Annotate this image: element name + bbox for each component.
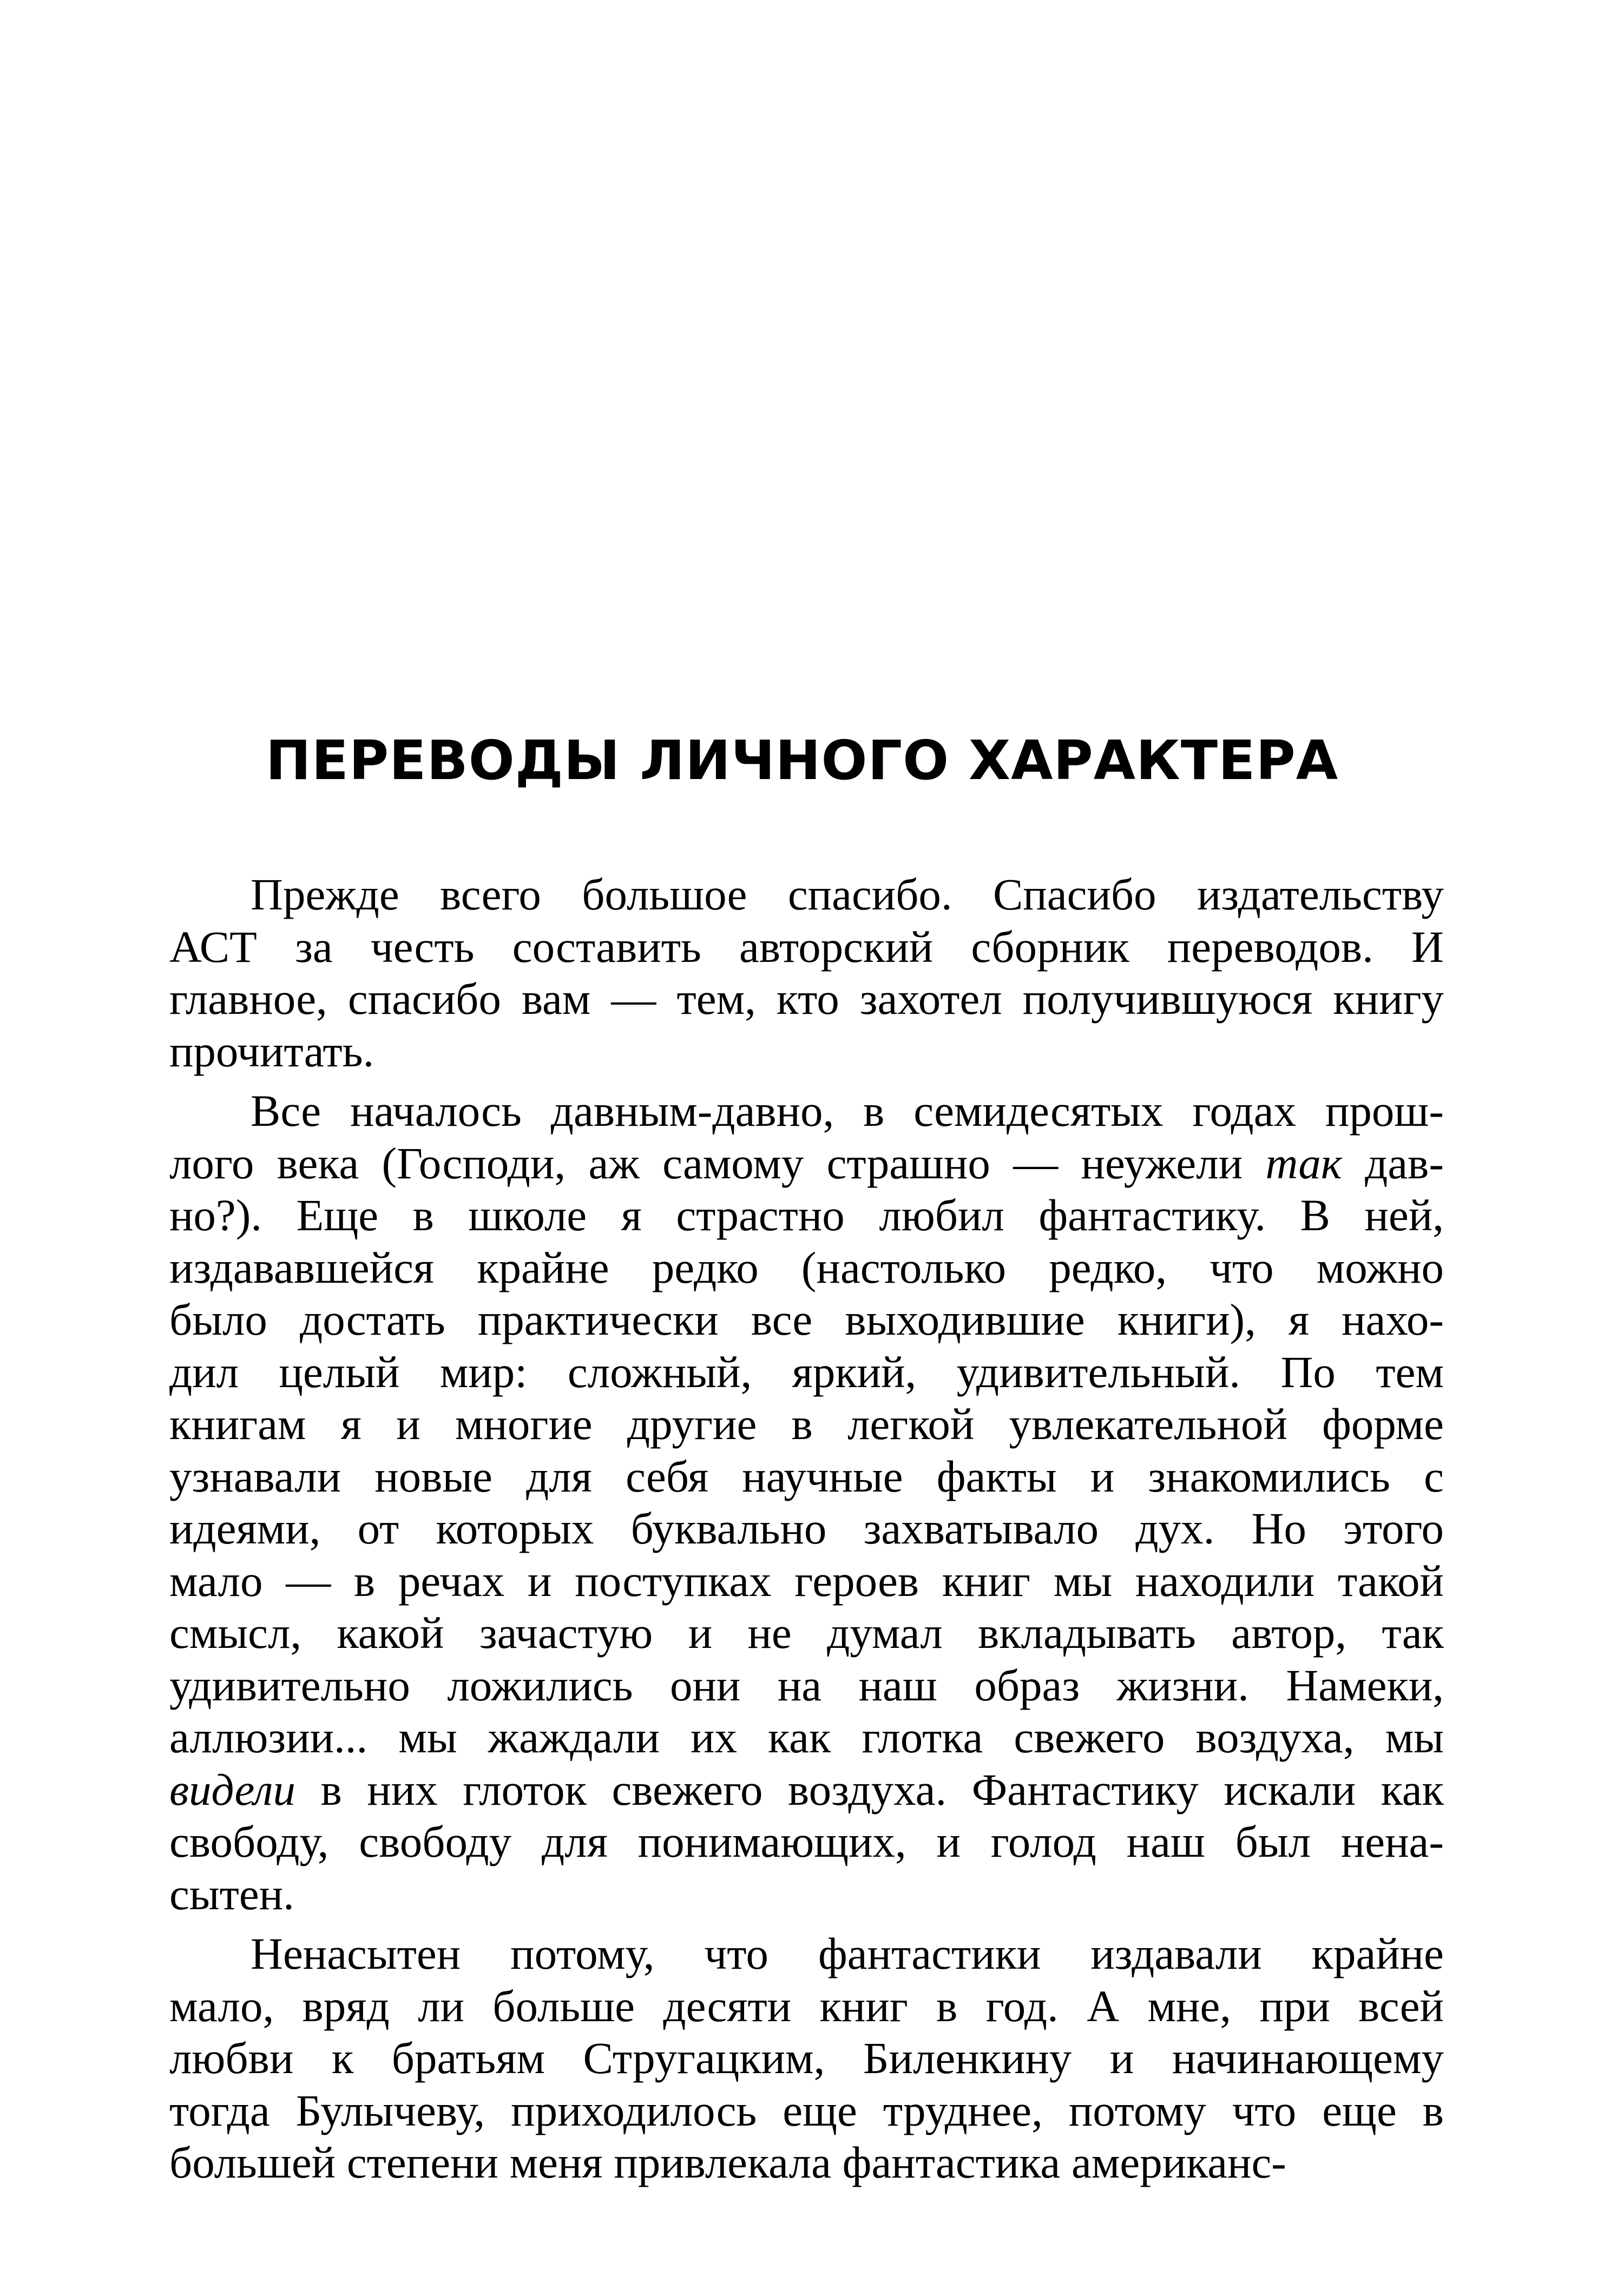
text-line: мало, вряд ли больше десяти книг в год. А мне, при всей <box>169 1981 1444 2031</box>
text-line: главное, спасибо вам — тем, кто захотел получившуюся книгу <box>169 974 1444 1024</box>
text-line: книгам я и многие другие в легкой увлекательной форме <box>169 1399 1444 1449</box>
text-line: Прежде всего большое спасибо. Спасибо издательству <box>251 869 1444 919</box>
text-run: дав- <box>1342 1138 1444 1188</box>
text-line: мало — в речах и поступках героев книг мы находили такой <box>169 1555 1444 1606</box>
paragraph <box>169 868 1444 1077</box>
text-line: было достать практически все выходившие книги), я нахо- <box>169 1295 1444 1344</box>
text-line: любви к братьям Стругацким, Биленкину и начинающему <box>169 2033 1444 2083</box>
text-line: дил целый мир: сложный, яркий, удивительный. По тем <box>169 1347 1444 1397</box>
text-line: прочитать. <box>169 1026 374 1076</box>
text-line <box>169 1764 1444 1816</box>
paragraph <box>169 1928 1444 2189</box>
text-line: свободу, свободу для понимающих, и голод наш был нена- <box>169 1817 1444 1866</box>
text-line: Ненасытен потому, что фантастики издавали крайне <box>251 1929 1444 1978</box>
text-line: большей степени меня привлекала фантастика американс- <box>169 2137 1286 2187</box>
text-line: идеями, от которых буквально захватывало дух. Но этого <box>169 1503 1444 1553</box>
text-line: смысл, какой зачастую и не думал вкладывать автор, так <box>169 1608 1444 1658</box>
text-line: сытен. <box>169 1869 294 1919</box>
text-line: тогда Булычеву, приходилось еще труднее, потому что еще в <box>169 2085 1444 2135</box>
text-run: в них глоток свежего воздуха. Фантастику искали как <box>295 1764 1444 1815</box>
body-text <box>169 868 1444 2196</box>
text-line: узнавали новые для себя научные факты и знакомились с <box>169 1451 1444 1501</box>
text-line: АСТ за честь составить авторский сборник переводов. И <box>169 921 1444 972</box>
italic-emphasis: так <box>1265 1138 1342 1188</box>
text-line: Все началось давным-давно, в семидесятых годах прош- <box>251 1086 1444 1136</box>
italic-emphasis: видели <box>169 1764 295 1815</box>
text-line: но?). Еще в школе я страстно любил фантастику. В ней, <box>169 1190 1444 1240</box>
text-line: удивительно ложились они на наш образ жизни. Намеки, <box>169 1660 1444 1710</box>
paragraph <box>169 1085 1444 1920</box>
chapter-heading: ПЕРЕВОДЫ ЛИЧНОГО ХАРАКТЕРА <box>265 729 1339 792</box>
text-line: издававшейся крайне редко (настолько редко, что можно <box>169 1242 1444 1292</box>
text-line: аллюзии... мы жаждали их как глотка свежего воздуха, мы <box>169 1712 1444 1762</box>
text-run: лого века (Господи, аж самому страшно — неужели <box>169 1138 1266 1188</box>
text-line <box>169 1137 1444 1190</box>
